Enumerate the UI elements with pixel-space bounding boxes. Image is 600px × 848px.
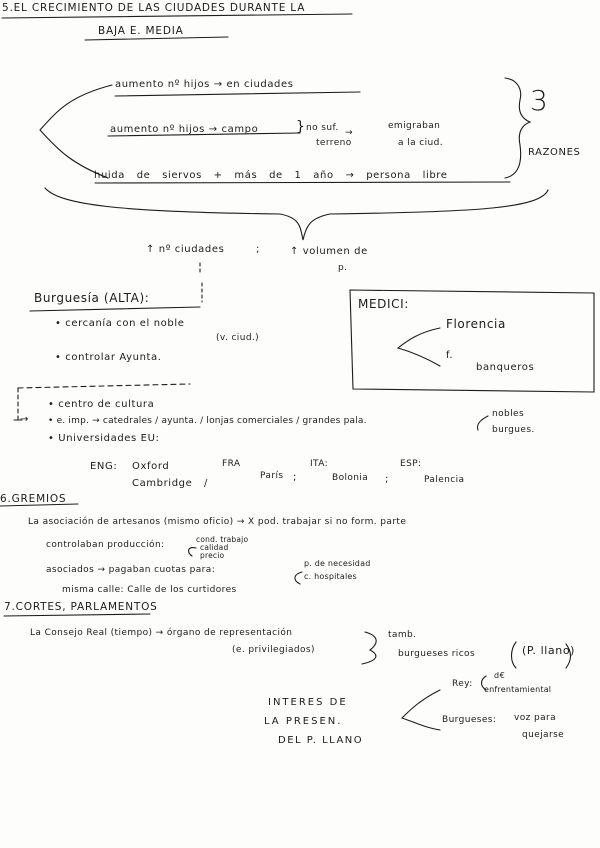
uni-sep-2: ;: [293, 472, 297, 483]
cortes-rey-2: enfrentamiental: [484, 685, 552, 694]
gremios-control-3: precio: [200, 551, 225, 560]
gremios-cuotas-2: c. hospitales: [304, 572, 357, 581]
gremios-heading: 6.GREMIOS: [0, 493, 67, 505]
cortes-privilegiados: (e. privilegiados): [232, 645, 315, 655]
interes-line-3: DEL P. LLANO: [278, 735, 364, 746]
reason-2-brace: }: [296, 119, 306, 135]
growth-volumen: ↑ volumen de: [290, 246, 368, 257]
cortes-rey: Rey:: [452, 679, 473, 689]
gremios-calle: misma calle: Calle de los curtidores: [62, 585, 237, 595]
page-title: 5.EL CRECIMIENTO DE LAS CIUDADES DURANTE LA: [2, 2, 306, 14]
cortes-tamb: tamb.: [388, 630, 417, 640]
uni-palencia: Palencia: [424, 475, 465, 485]
reasons-count: 3: [530, 84, 548, 117]
reason-3: huida de siervos + más de 1 año → persona libre: [94, 170, 448, 181]
gremios-control-1: cond. trabajo: [196, 535, 249, 544]
growth-p: p.: [338, 263, 348, 273]
uni-sep-3: ;: [385, 474, 389, 485]
uni-esp-label: ESP:: [400, 459, 422, 469]
uni-bolonia: Bolonia: [332, 473, 369, 483]
cortes-quejarse: quejarse: [522, 730, 565, 740]
reasons-label: RAZONES: [528, 147, 581, 158]
culture-burgues: burgues.: [492, 425, 535, 435]
reason-2-emigraban: emigraban: [388, 121, 441, 131]
medici-banqueros: banqueros: [476, 362, 535, 373]
burguesia-item-1: • cercanía con el noble: [55, 318, 185, 329]
gremios-control-2: calidad: [200, 543, 229, 552]
uni-cambridge: Cambridge: [132, 478, 193, 489]
reason-2-terreno: terreno: [316, 138, 352, 148]
arrow-icon: →: [345, 128, 353, 138]
cortes-rey-1: d€: [494, 671, 506, 680]
gremios-cuotas-1: p. de necesidad: [304, 559, 371, 568]
uni-paris: París: [260, 471, 284, 481]
gremios-control-label: controlaban producción:: [46, 540, 165, 550]
cortes-heading: 7.CORTES, PARLAMENTOS: [4, 601, 158, 613]
growth-separator: ;: [256, 244, 260, 255]
uni-oxford: Oxford: [132, 461, 170, 472]
uni-eng-label: ENG:: [90, 461, 118, 472]
medici-f: f.: [446, 350, 454, 361]
reason-2: aumento nº hijos → campo: [110, 124, 259, 135]
page-title-line2: BAJA E. MEDIA: [98, 25, 184, 37]
dashed-arrow-icon: →: [20, 414, 29, 425]
interes-line-2: LA PRESEN.: [264, 716, 343, 727]
uni-ita-label: ITA:: [310, 459, 329, 469]
growth-ciudades: ↑ nº ciudades: [146, 244, 225, 255]
cortes-consejo: La Consejo Real (tiempo) → órgano de representación: [30, 628, 293, 638]
reason-1: aumento nº hijos → en ciudades: [115, 79, 294, 90]
burguesia-item-2: • controlar Ayunta.: [55, 352, 162, 363]
culture-item-3: • Universidades EU:: [48, 433, 160, 444]
burguesia-vciud: (v. ciud.): [216, 333, 260, 343]
culture-nobles: nobles: [492, 409, 525, 419]
gremios-cuotas-label: asociados → pagaban cuotas para:: [46, 565, 216, 575]
medici-heading: MEDICI:: [358, 297, 409, 311]
reason-2-suffix: no suf.: [306, 123, 339, 133]
uni-sep-1: /: [204, 478, 208, 489]
interes-line-1: INTERES DE: [268, 697, 348, 708]
gremios-line-1: La asociación de artesanos (mismo oficio) → X pod. trabajar si no form. parte: [28, 517, 407, 527]
burguesia-heading: Burguesía (ALTA):: [34, 291, 150, 305]
medici-florencia: Florencia: [446, 317, 506, 331]
cortes-voz: voz para: [514, 713, 557, 723]
cortes-burgueses: burgueses ricos: [398, 649, 476, 659]
cortes-llano: (P. llano): [522, 644, 576, 657]
uni-fra-label: FRA: [222, 459, 241, 469]
cortes-burgueses-label: Burgueses:: [442, 715, 497, 725]
culture-item-1: • centro de cultura: [48, 399, 155, 410]
culture-item-2: • e. imp. → catedrales / ayunta. / lonjas comerciales / grandes pala.: [48, 416, 367, 426]
reason-2-ciud: a la ciud.: [398, 138, 443, 148]
